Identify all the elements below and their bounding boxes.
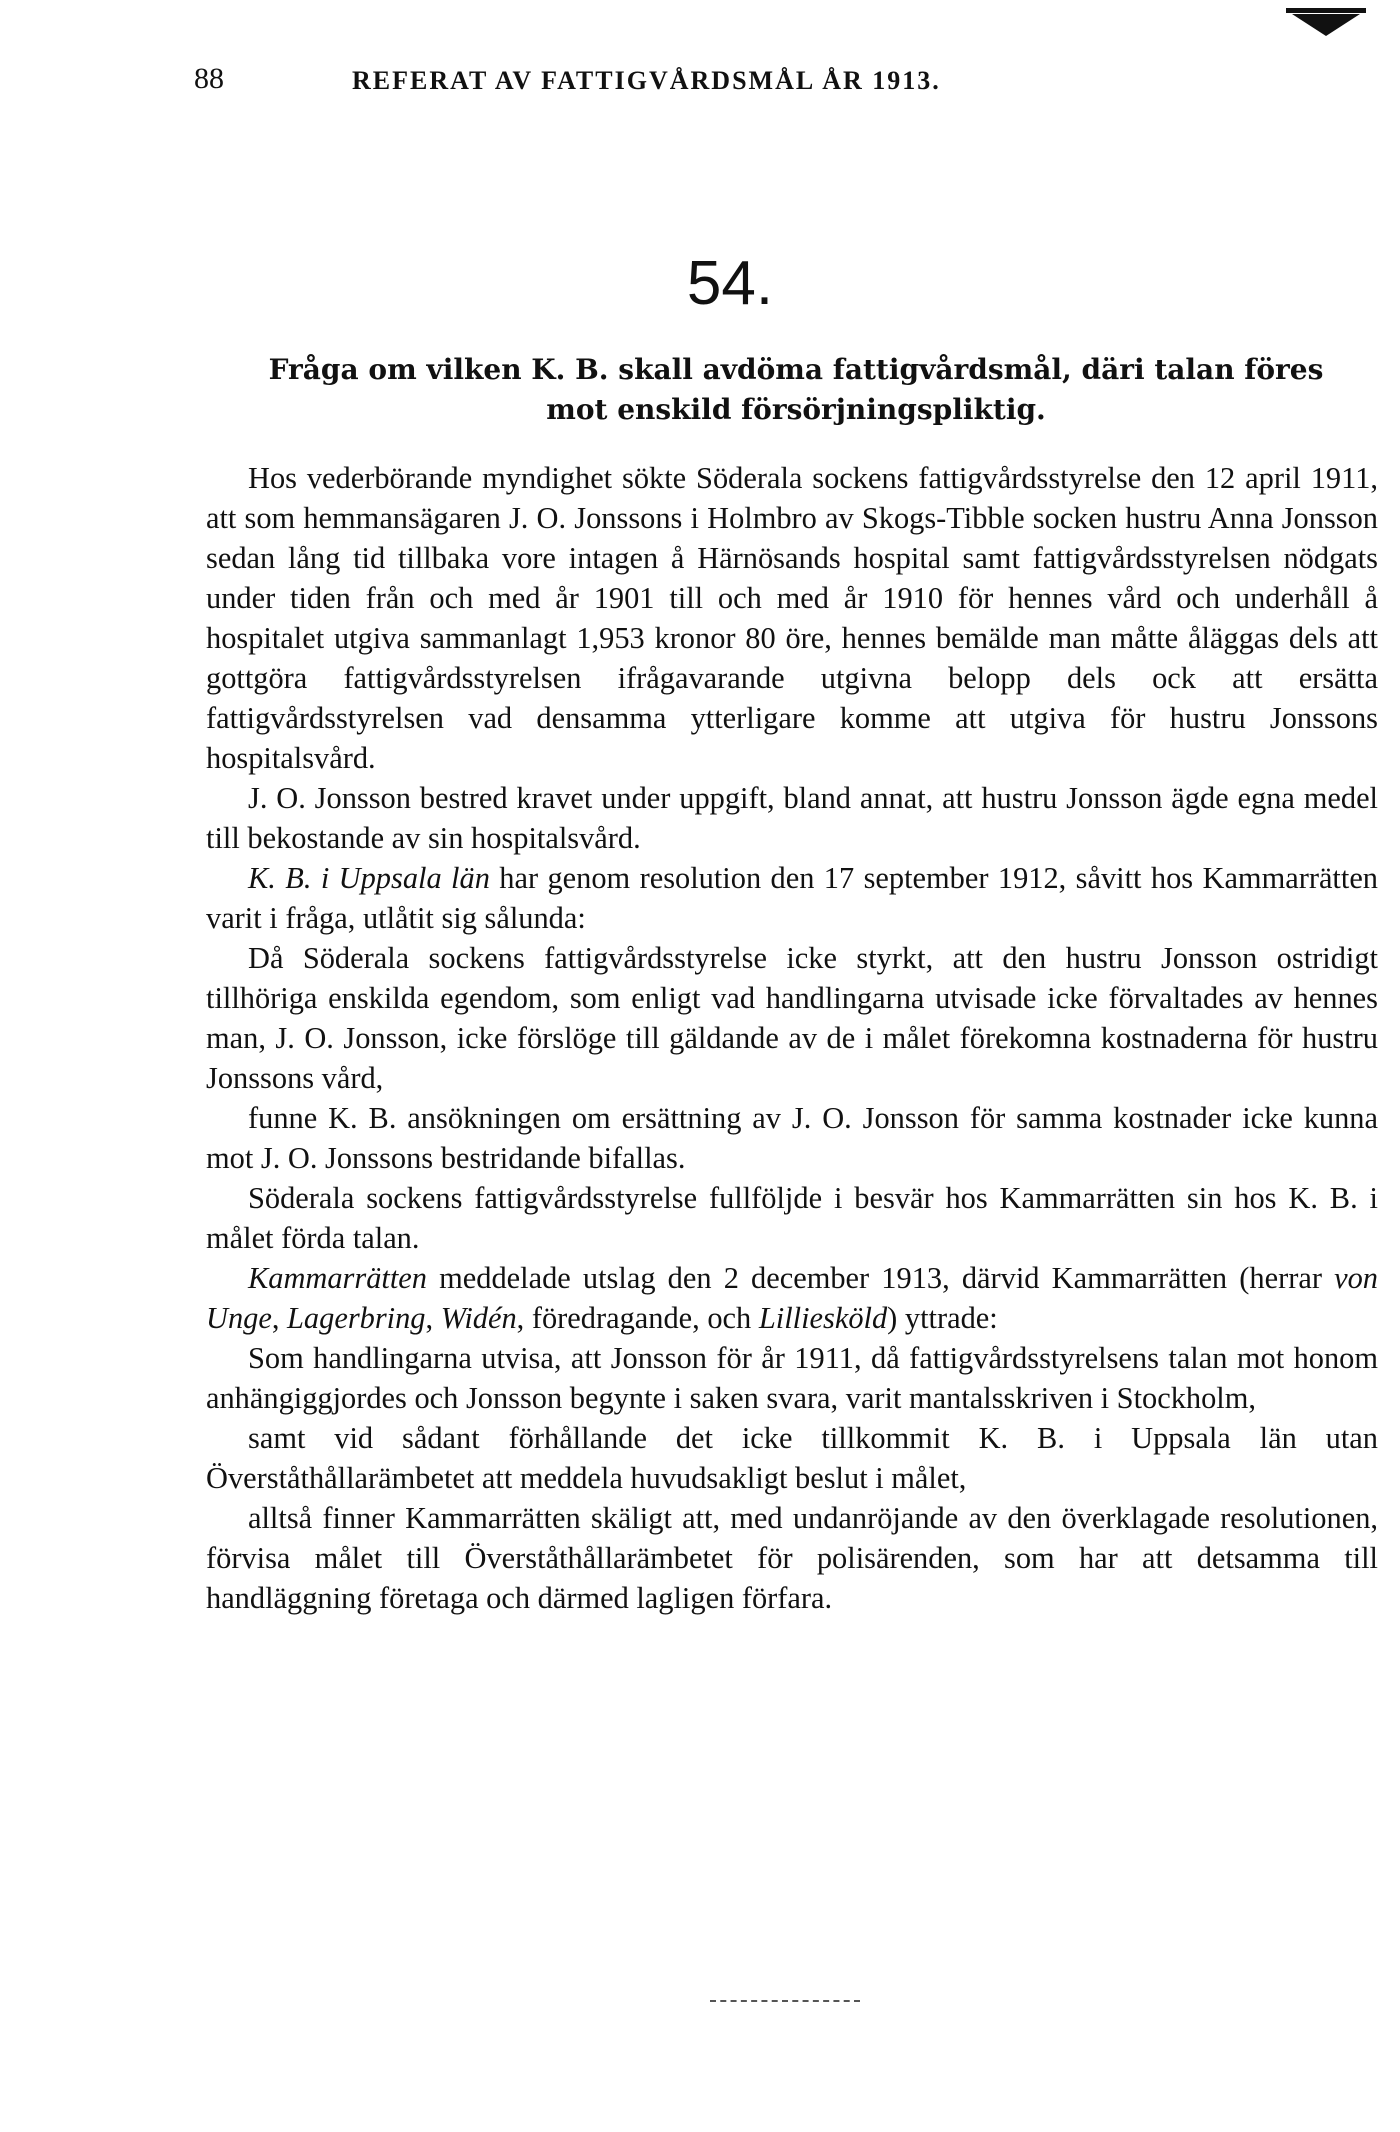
- paragraph: [206, 858, 1378, 938]
- authority-name: K. B. i Uppsala län: [248, 861, 490, 895]
- body-text: [206, 458, 1378, 1618]
- case-number: 54.: [686, 249, 774, 318]
- running-title: REFERAT AV FATTIGVÅRDSMÅL ÅR 1913.: [352, 66, 941, 95]
- paragraph-text: meddelade utslag den 2 december 1913, därvid Kammarrätten (herrar: [426, 1261, 1335, 1295]
- paragraph-text: ) yttrade:: [887, 1301, 998, 1335]
- case-heading: [206, 350, 1386, 430]
- case-heading-line: Fråga om vilken K. B. skall avdöma fattigvårdsmål, däri talan föres: [268, 353, 1324, 386]
- judge-name: von Unge: [206, 1261, 1378, 1335]
- corner-mark-decoration: [1292, 14, 1360, 36]
- paragraph: J. O. Jonsson bestred kravet under uppgift, bland annat, att hustru Jonsson ägde egna medel till bekostande av sin hospitalsvård.: [206, 781, 1378, 855]
- judge-name: Lilliesköld: [758, 1301, 888, 1335]
- paragraph: Hos vederbörande myndighet sökte Söderala sockens fattigvårdsstyrelse den 12 april 1911, att som hemmansägaren J. O. Jonssons i Holmbro av Skogs-Tibble socken hustru Anna Jonsson sedan lång tid tillbaka vore intagen å Härnösands hospital samt fattigvårdsstyrelsen nödgats under tiden från och med år 1901 till och med år 1910 för hennes vård och underhåll å hospitalet utgiva sammanlagt 1,953 kronor 80 öre, hennes bemälde man måtte åläggas dels att gottgöra fattigvårdsstyrelsen ifrågavarande utgivna belopp dels ock att ersätta fattigvårdsstyrelsen vad densamma ytterligare komme att utgiva för hustru Jonssons hospitalsvård.: [206, 461, 1378, 775]
- paragraph: Som handlingarna utvisa, att Jonsson för år 1911, då fattigvårdsstyrelsens talan mot honom anhängiggjordes och Jonsson begynte i saken svara, varit mantalsskriven i Stockholm,: [206, 1341, 1378, 1415]
- paragraph-text: har genom resolution den 17 september 1912, såvitt hos Kammarrätten varit i fråga, utlåtit sig sålunda:: [206, 861, 1378, 935]
- paragraph: samt vid sådant förhållande det icke tillkommit K. B. i Uppsala län utan Överståthållarämbetet att meddela huvudsakligt beslut i målet,: [206, 1421, 1378, 1495]
- paragraph-text: , föredragande, och: [516, 1301, 759, 1335]
- paragraph: Söderala sockens fattigvårdsstyrelse fullföljde i besvär hos Kammarrätten sin hos K. B. i målet förda talan.: [206, 1181, 1378, 1255]
- separator: ,: [271, 1301, 288, 1335]
- end-rule: [710, 2000, 860, 2002]
- paragraph: Då Söderala sockens fattigvårdsstyrelse icke styrkt, att den hustru Jonsson ostridigt tillhöriga enskilda egendom, som enligt vad handlingarna utvisade icke förvaltades av hennes man, J. O. Jonsson, icke förslöge till gäldande av de i målet förekomna kostnaderna för hustru Jonssons vård,: [206, 941, 1378, 1095]
- page-number: 88: [194, 62, 224, 95]
- paragraph: funne K. B. ansökningen om ersättning av J. O. Jonsson för samma kostnader icke kunna mot J. O. Jonssons bestridande bifallas.: [206, 1101, 1378, 1175]
- judge-name: Lagerbring: [287, 1301, 426, 1335]
- paragraph: [206, 1258, 1378, 1338]
- judge-name: Widén: [440, 1301, 517, 1335]
- case-heading-line: mot enskild försörjningspliktig.: [546, 393, 1046, 426]
- paragraph: alltså finner Kammarrätten skäligt att, med undanröjande av den överklagade resolutionen, förvisa målet till Överståthållarämbetet för polisärenden, som har att detsamma till handläggning företaga och därmed lagligen förfara.: [206, 1501, 1378, 1615]
- separator: ,: [425, 1301, 441, 1335]
- court-name: Kammarrätten: [248, 1261, 427, 1295]
